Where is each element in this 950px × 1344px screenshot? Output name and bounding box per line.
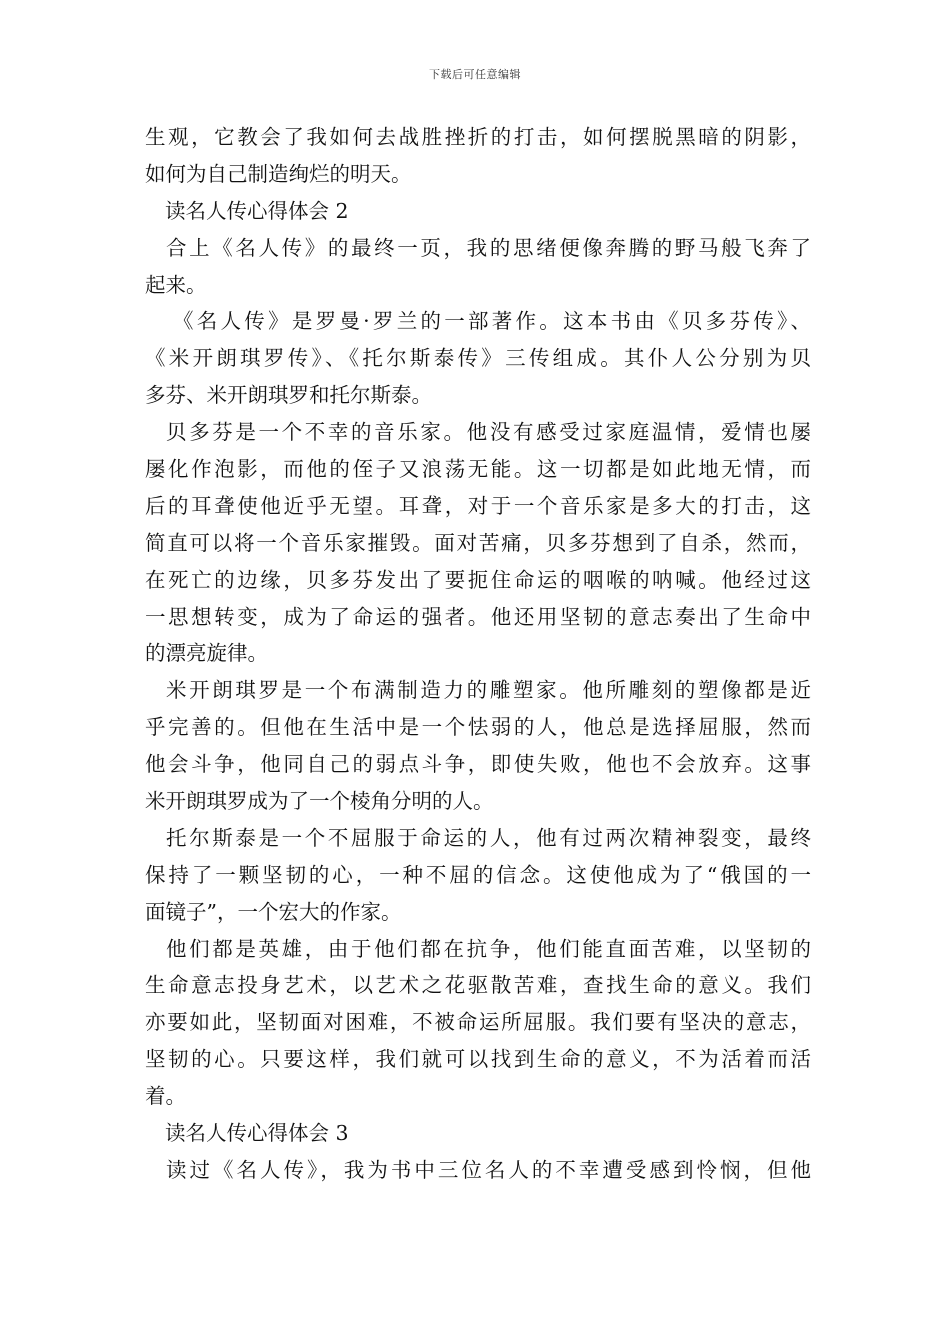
paragraph-line: 起来。	[145, 272, 207, 297]
paragraph-line: 托尔斯泰是一个不屈服于命运的人，他有过两次精神裂变，最终	[166, 825, 811, 850]
paragraph-line: 着。	[145, 1084, 186, 1109]
paragraph-line: 多芬、米开朗琪罗和托尔斯泰。	[145, 383, 432, 408]
paragraph-line: 他们都是英雄，由于他们都在抗争，他们能直面苦难，以坚韧的	[166, 936, 811, 961]
paragraph-line: 亦要如此，坚韧面对困难，不被命运所屈服。我们要有坚决的意志，	[145, 1010, 811, 1035]
paragraph-line: 的漂亮旋律。	[145, 641, 268, 666]
paragraph-line: 坚韧的心。只要这样，我们就可以找到生命的意义，不为活着而活	[145, 1047, 811, 1072]
paragraph-line: 贝多芬是一个不幸的音乐家。他没有感受过家庭温情，爱情也屡	[166, 420, 811, 445]
paragraph-line: 米开朗琪罗是一个布满制造力的雕塑家。他所雕刻的塑像都是近	[166, 678, 811, 703]
paragraph-line: 如何为自己制造绚烂的明天。	[145, 161, 412, 186]
document-body	[145, 119, 811, 1189]
paragraph-line: 生命意志投身艺术，以艺术之花驱散苦难，查找生命的意义。我们	[145, 973, 811, 998]
paragraph-line: 在死亡的边缘，贝多芬发出了要扼住命运的咽喉的呐喊。他经过这	[145, 567, 811, 592]
paragraph-line: 保持了一颗坚韧的心，一种不屈的信念。这使他成为了“俄国的一	[145, 862, 811, 887]
paragraph-line: 简直可以将一个音乐家摧毁。面对苦痛，贝多芬想到了自杀，然而，	[145, 530, 811, 555]
paragraph-line: 米开朗琪罗成为了一个棱角分明的人。	[145, 789, 494, 814]
paragraph-line: 生观，它教会了我如何去战胜挫折的打击，如何摆脱黑暗的阴影，	[145, 125, 811, 149]
paragraph-line: 一思想转变，成为了命运的强者。他还用坚韧的意志奏出了生命中	[145, 604, 811, 629]
paragraph-line: 屡化作泡影，而他的侄子又浪荡无能。这一切都是如此地无情，而	[145, 457, 811, 482]
paragraph-line: 面镜子”，一个宏大的作家。	[145, 899, 402, 924]
page-header: 下载后可任意编辑	[429, 68, 521, 81]
paragraph-line: 《米开朗琪罗传》、《托尔斯泰传》三传组成。其仆人公分别为贝	[145, 346, 811, 371]
paragraph-line: 合上《名人传》的最终一页，我的思绪便像奔腾的野马般飞奔了	[166, 235, 811, 260]
paragraph-line: 乎完善的。但他在生活中是一个怯弱的人，他总是选择屈服，然而	[145, 715, 811, 740]
paragraph-line: 《名人传》是罗曼·罗兰的一部著作。这本书由《贝多芬传》、	[173, 309, 811, 334]
paragraph-line: 读过《名人传》，我为书中三位名人的不幸遭受感到怜悯，但他	[166, 1157, 811, 1182]
section-heading: 读名人传心得体会 2	[165, 198, 349, 223]
paragraph-line: 他会斗争，他同自己的弱点斗争，即使失败，他也不会放弃。这事	[145, 752, 811, 777]
section-heading: 读名人传心得体会 3	[165, 1121, 349, 1146]
paragraph-line: 后的耳聋使他近乎无望。耳聋，对于一个音乐家是多大的打击，这	[145, 493, 811, 518]
